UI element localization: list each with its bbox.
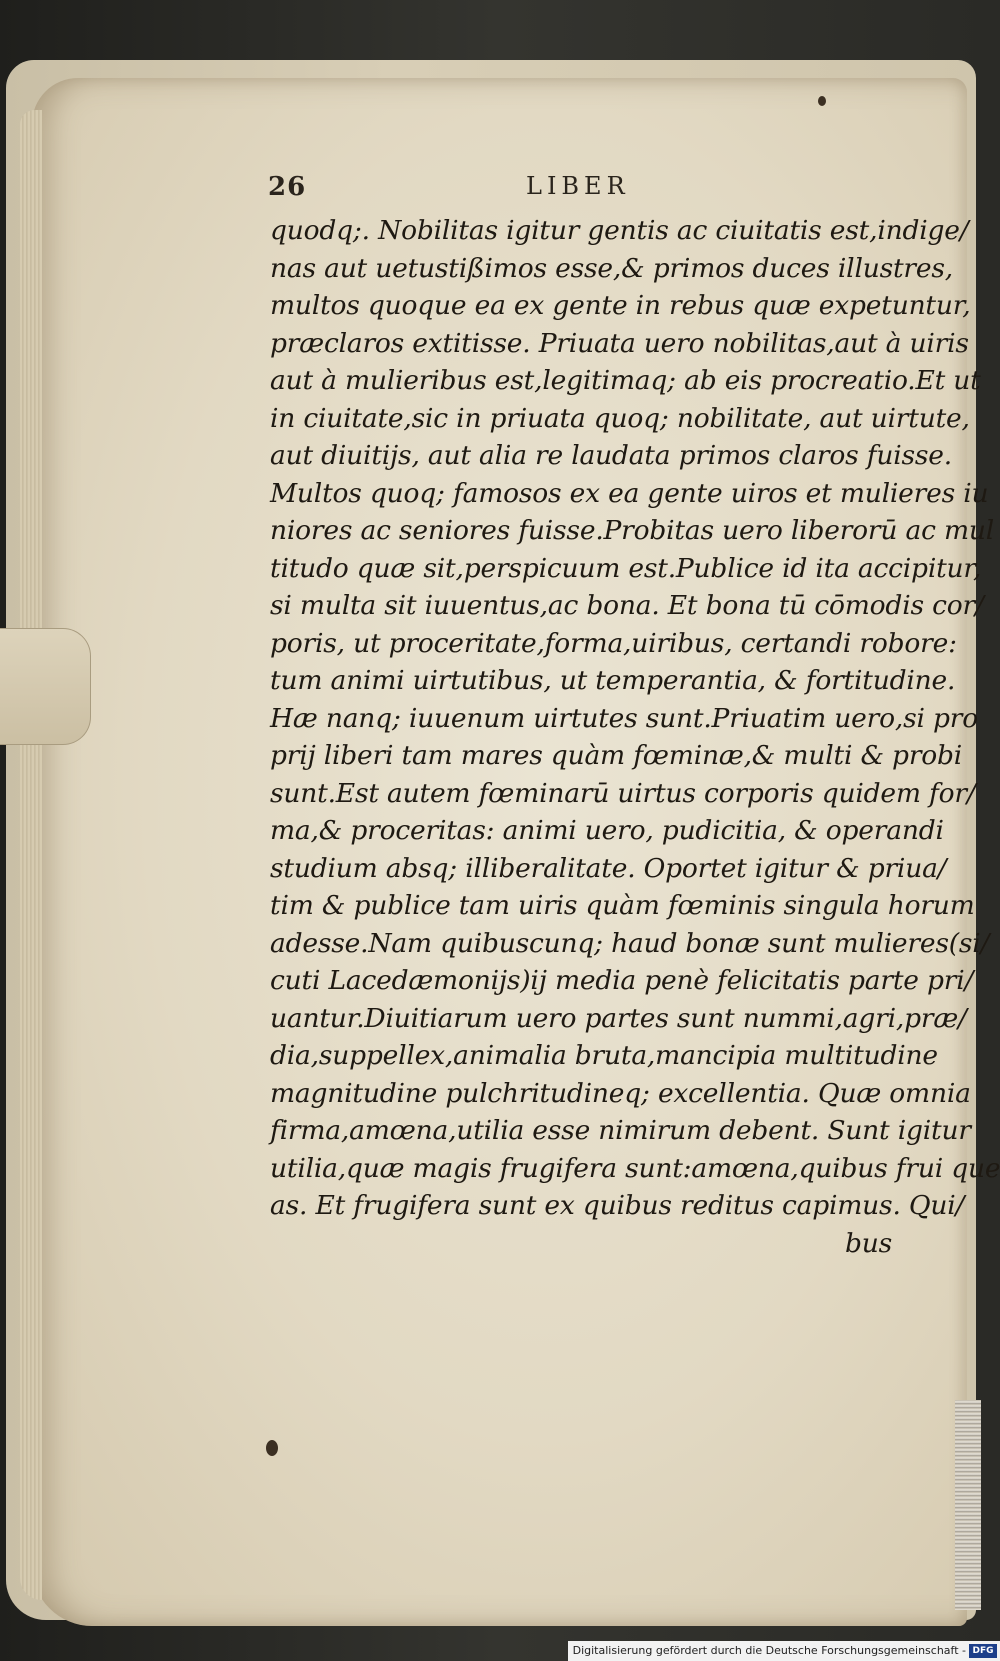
text-line: adesse.Nam quibuscunq; haud bonæ sunt mulieres(si/ (270, 927, 990, 959)
text-line: sunt.Est autem fœminarū uirtus corporis quidem for/ (270, 777, 976, 809)
text-line: quodq;. Nobilitas igitur gentis ac ciuitatis est,indige/ (270, 215, 969, 246)
text-line: as. Et frugifera sunt ex quibus reditus capimus. Qui/ (270, 1190, 965, 1221)
page-header (268, 172, 868, 208)
ink-stain (818, 96, 826, 106)
text-line: uantur.Diuitiarum uero partes sunt nummi,agri,præ/ (270, 1002, 967, 1034)
catchword: bus (844, 1227, 892, 1259)
text-line: poris, ut proceritate,forma,uiribus, certandi robore: (270, 627, 957, 659)
page-fore-edge (955, 1400, 981, 1610)
dfg-logo-icon: DFG (969, 1644, 997, 1658)
digitization-credit (568, 1641, 1000, 1661)
text-line: aut à mulieribus est,legitimaq; ab eis procreatio.Et ut (270, 365, 981, 396)
text-line: prij liberi tam mares quàm fœminæ,& multi & probi (270, 740, 963, 771)
text-line: si multa sit iuuentus,ac bona. Et bona tū cōmodis cor/ (270, 590, 984, 621)
text-line: nas aut uetustißimos esse,& primos duces illustres, (270, 252, 954, 284)
text-line: dia,suppellex,animalia bruta,mancipia multitudine (270, 1040, 938, 1071)
running-head: LIBER (526, 172, 630, 200)
page-number: 26 (268, 172, 307, 202)
text-line: præclaros extitisse. Priuata uero nobilitas,aut à uiris (270, 327, 969, 359)
text-line: tim & publice tam uiris quàm fœminis singula horum (270, 890, 975, 921)
text-line: ma,& proceritas: animi uero, pudicitia, & operandi (270, 815, 944, 846)
text-line: cuti Lacedæmonijs)ij media penè felicitatis parte pri/ (270, 965, 974, 996)
text-line: in ciuitate,sic in priuata quoq; nobilitate, aut uirtute, (270, 402, 970, 434)
text-line: multos quoque ea ex gente in rebus quæ expetuntur, (270, 290, 971, 321)
text-line: Multos quoq; famosos ex ea gente uiros et mulieres iu (270, 477, 989, 509)
ink-stain (266, 1440, 278, 1456)
page-stack-edge (20, 110, 42, 1600)
credit-text: Digitalisierung gefördert durch die Deutsche Forschungsgemeinschaft - (572, 1644, 966, 1657)
text-line: titudo quæ sit,perspicuum est.Publice id ita accipitur, (270, 552, 982, 584)
paper-tab (0, 628, 91, 745)
text-line: tum animi uirtutibus, ut temperantia, & fortitudine. (270, 665, 956, 696)
text-line: firma,amœna,utilia esse nimirum debent. Sunt igitur (270, 1115, 971, 1146)
text-line: aut diuitijs, aut alia re laudata primos claros fuisse. (270, 440, 952, 471)
text-block (270, 212, 1000, 1262)
text-line: utilia,quæ magis frugifera sunt:amœna,quibus frui que (270, 1152, 1000, 1184)
text-line: niores ac seniores fuisse.Probitas uero liberorū ac mul (270, 515, 995, 546)
text-line: Hæ nanq; iuuenum uirtutes sunt.Priuatim uero,si pro (270, 702, 978, 734)
text-line: magnitudine pulchritudineq; excellentia. Quæ omnia (270, 1077, 971, 1109)
text-line: studium absq; illiberalitate. Oportet igitur & priua/ (270, 852, 947, 884)
